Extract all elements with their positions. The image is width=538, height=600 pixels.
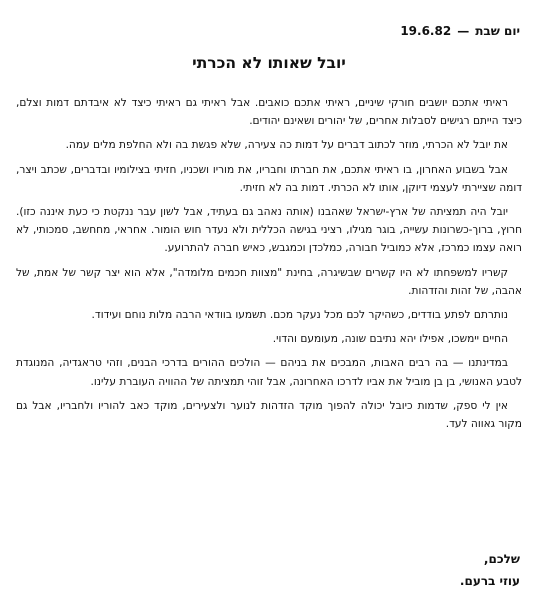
article-body — [16, 94, 522, 439]
dateline — [18, 22, 520, 40]
paragraph: את יובל לא הכרתי, מוזר לכתוב דברים על דמות כה צעירה, שלא פגשת בה ולא החלפת מלים עמה. — [65, 139, 508, 152]
signoff — [460, 548, 520, 592]
paragraph: קשריו למשפחתו לא היו קשרים שבשיגרה, בחינת "מצוות חכמים מלומדה", אלא הוא יצר קשר של אמת, של אהבה, של זהות והזדהות. — [16, 266, 522, 297]
paragraph: יובל היה תמציתה של ארץ-ישראל שאהבנו (אותה נאהב גם בעתיד, אבל לשון עבר ננקטת כי כעת איננה כזו). חרוץ, ברוך-כשרונות עשייה, בוגר מגילו, רציני בגישה הכללית ולא נעדר חוש הומור. אחראי, מחחשב, סמכותי, לא רואה עצמו כמרכז, אלא כמוביל חבורה, כמלכדן וכמגבש, כאיש חברה להתרועע. — [16, 206, 522, 255]
day-label: יום שבת — [475, 24, 520, 38]
closing-line: שלכם, — [483, 552, 520, 566]
paragraph: אבל בשבוע האחרון, בו ראיתי אתכם, את חברתו וחבריו, את מוריו ושכניו, חזיתי בצילומיו ובדברים, שכתב ויצר, דומה שציירתי לעצמי דיוקן, אותו לא הכרתי. דמות בה לא חזיתי. — [16, 163, 522, 194]
paragraph: במדינתנו — בה רבים האבות, המבכים את בניהם — הולכים ההורים בדרכי הבנים, וזהי טראגדיה, המנוגדת לטבע האנושי, בן בן מוביל את אביו לדרכו האחרונה, אבל זוהי תמציתה של ההוויה העוברת עלינו. — [16, 357, 522, 388]
paragraph: ראיתי אתכם יושבים חורקי שיניים, ראיתי אתכם כואבים. אבל ראיתי גם ראיתי כיצד לא איבדתם דמות וצלם, כיצד הייתם רגישים לסבלות אחרים, של יהורים ושאינם יהודים. — [16, 97, 522, 128]
paragraph: אין לי ספק, שדמות כיובל יכולה להפוך מוקד הזדהות לנוער ולצעירים, מוקד כאב להוריו ולחבריו, אבל גם מקור גאווה לעד. — [16, 399, 522, 431]
paragraph: נותרתם לפתע בודדים, כשהיקר לכם מכל נעקר מכם. תשמעו בוודאי הרבה מלות נוחם ועידוד. — [91, 309, 508, 322]
article-title: יובל שאותו לא הכרתי — [192, 54, 346, 72]
dateline-separator: — — [457, 24, 470, 38]
signature-name: עוזי ברעם. — [459, 574, 520, 588]
date-label: 19.6.82 — [400, 24, 452, 38]
paragraph: החיים יימשכו, אפילו יהא נתיבם שונה, מעומעם והדוי. — [272, 333, 508, 346]
